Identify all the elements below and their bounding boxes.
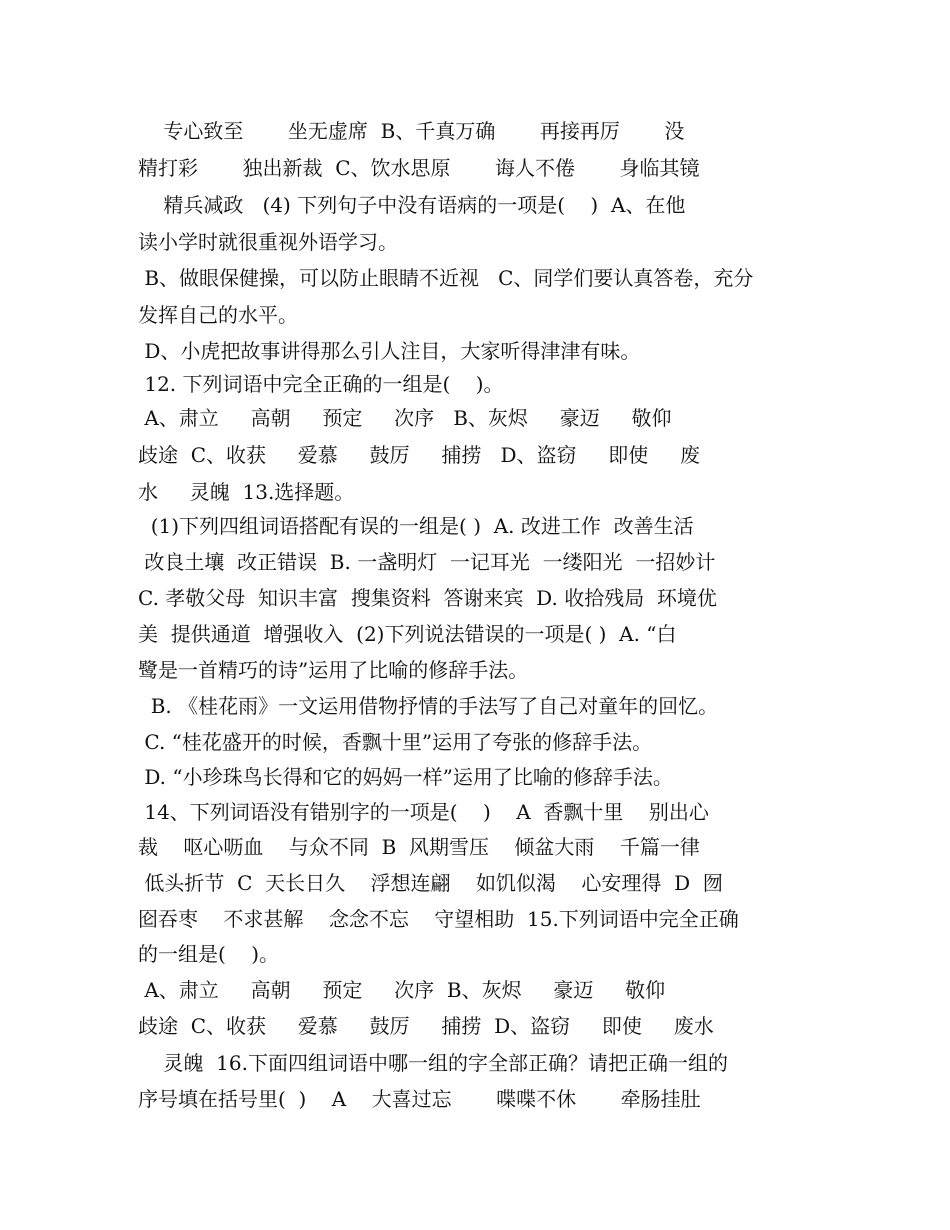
text-line: 14、下列词语没有错别字的一项是( ) A 香飘十里 别出心 <box>138 800 709 824</box>
text-line: 发挥自己的水平。 <box>138 303 298 327</box>
text-line: 囵吞枣 不求甚解 念念不忘 守望相助 15.下列词语中完全正确 <box>138 907 739 931</box>
text-line: (1)下列四组词语搭配有误的一组是( ) A. 改进工作 改善生活 <box>138 514 694 538</box>
text-line: B. 《桂花雨》一文运用借物抒情的手法写了自己对童年的回忆。 <box>138 694 719 718</box>
text-line: 水 灵魄 13.选择题。 <box>138 480 355 504</box>
text-line: 美 提供通道 增强收入 (2)下列说法错误的一项是( ) A. “白 <box>138 622 677 646</box>
text-line: 改良土壤 改正错误 B. 一盏明灯 一记耳光 一缕阳光 一招妙计 <box>138 550 716 574</box>
text-line: 精打彩 独出新裁 C、饮水思原 诲人不倦 身临其镜 <box>138 156 700 180</box>
text-line: 读小学时就很重视外语学习。 <box>138 230 398 254</box>
text-line: 灵魄 16.下面四组词语中哪一组的字全部正确？请把正确一组的 <box>138 1051 728 1075</box>
text-line: 序号填在括号里( ) A 大喜过忘 喋喋不休 牵肠挂肚 <box>138 1087 701 1111</box>
text-line: 裁 呕心呖血 与众不同 B 风期雪压 倾盆大雨 千篇一律 <box>138 835 700 859</box>
text-line: D. “小珍珠鸟长得和它的妈妈一样”运用了比喻的修辞手法。 <box>138 765 673 789</box>
text-line: C. “桂花盛开的时候，香飘十里”运用了夸张的修辞手法。 <box>138 730 653 754</box>
text-line: 歧途 C、收获 爱慕 鼓厉 捕捞 D、盗窃 即使 废水 <box>138 1014 714 1038</box>
text-line: B、做眼保健操，可以防止眼睛不近视 C、同学们要认真答卷，充分 <box>138 266 754 290</box>
text-line: 精兵减政 (4) 下列句子中没有语病的一项是( ) A、在他 <box>138 193 686 217</box>
text-line: 低头折节 C 天长日久 浮想连翩 如饥似渴 心安理得 D 囫 <box>138 871 723 895</box>
text-line: 歧途 C、收获 爱慕 鼓厉 捕捞 D、盗窃 即使 废 <box>138 443 701 467</box>
text-line: C. 孝敬父母 知识丰富 搜集资料 答谢来宾 D. 收拾残局 环境优 <box>138 586 717 610</box>
text-line: 专心致至 坐无虚席 B、千真万确 再接再厉 没 <box>138 119 685 143</box>
text-line: 12. 下列词语中完全正确的一组是( )。 <box>138 372 504 396</box>
text-line: 的一组是( )。 <box>138 942 280 966</box>
text-line: A、肃立 高朝 预定 次序 B、灰烬 豪迈 敬仰 <box>138 978 666 1002</box>
text-line: 鹭是一首精巧的诗”运用了比喻的修辞手法。 <box>138 658 529 682</box>
text-line: A、肃立 高朝 预定 次序 B、灰烬 豪迈 敬仰 <box>138 406 672 430</box>
text-line: D、小虎把故事讲得那么引人注目，大家听得津津有味。 <box>138 339 641 363</box>
